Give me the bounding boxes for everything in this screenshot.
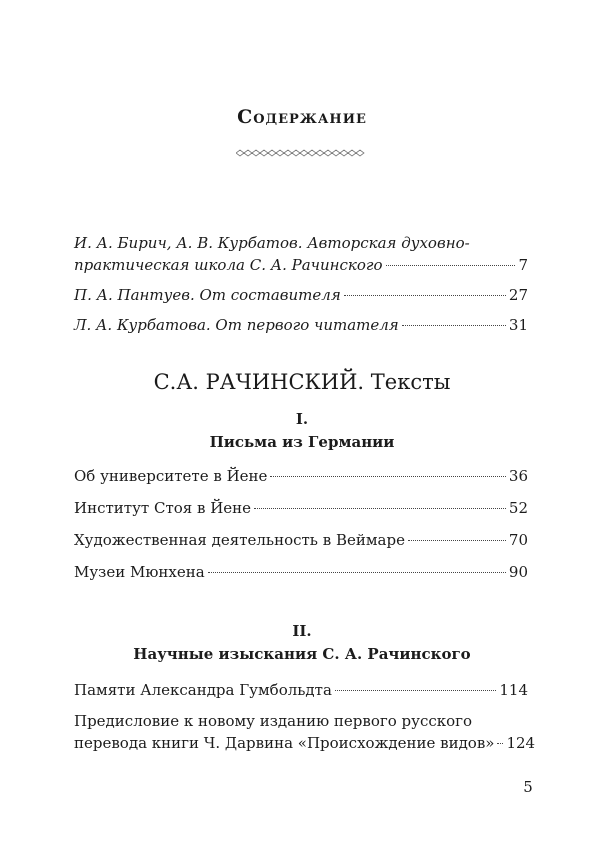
part1-title: Письма из Германии (209, 433, 395, 451)
toc-entry-text: П. А. Пантуев. От составителя (74, 286, 341, 304)
toc-entry-page: 31 (508, 316, 528, 334)
page-number: 5 (523, 778, 533, 796)
toc-entry-text: Институт Стоя в Йене (74, 499, 252, 517)
toc-entry-kurbatova[interactable] (74, 314, 528, 336)
part2-title: Научные изыскания С. А. Рачинского (133, 645, 471, 663)
dot-leader (254, 508, 506, 509)
toc-entry-text: Об университете в Йене (74, 467, 268, 485)
toc-entry-humboldt[interactable] (74, 679, 528, 701)
decorative-ornament-icon (236, 149, 368, 157)
toc-entry-text-line2: практическая школа С. А. Рачинского (74, 256, 383, 274)
dot-leader (270, 476, 506, 477)
toc-entry-page: 90 (508, 563, 528, 581)
toc-entry-text: Л. А. Курбатова. От первого читателя (74, 316, 399, 334)
toc-entry-text: Художественная деятельность в Веймаре (74, 531, 405, 549)
dot-leader (208, 572, 506, 573)
toc-entry-pantuev[interactable] (74, 284, 528, 306)
toc-entry-page: 52 (508, 499, 528, 517)
contents-heading: Содержание (237, 106, 367, 128)
toc-entry-page: 27 (508, 286, 528, 304)
toc-entry-text-line1: Предисловие к новому изданию первого русского (74, 712, 473, 730)
dot-leader (408, 540, 506, 541)
toc-entry-page: 7 (518, 256, 528, 274)
toc-entry-page: 36 (508, 467, 528, 485)
dot-leader (386, 265, 516, 266)
dot-leader (335, 690, 496, 691)
toc-entry-weimar[interactable] (74, 529, 528, 551)
toc-entry-text: Музеи Мюнхена (74, 563, 205, 581)
toc-entry-text-line2: перевода книги Ч. Дарвина «Происхождение видов» (74, 734, 495, 752)
toc-entry-stoy-institute[interactable] (74, 497, 528, 519)
dot-leader (497, 743, 503, 744)
part2-numeral: II. (292, 622, 312, 640)
dot-leader (402, 325, 506, 326)
part1-numeral: I. (295, 410, 309, 428)
toc-entry-page: 70 (508, 531, 528, 549)
toc-entry-jena-university[interactable] (74, 465, 528, 487)
toc-entry-munich-museums[interactable] (74, 561, 528, 583)
toc-entry-text-line1: И. А. Бирич, А. В. Курбатов. Авторская духовно- (74, 234, 470, 252)
toc-entry-page: 114 (499, 681, 528, 699)
toc-entry-page: 124 (506, 734, 536, 752)
dot-leader (344, 295, 506, 296)
section-title: С.А. РАЧИНСКИЙ. Тексты (153, 370, 451, 394)
toc-entry-darwin-preface[interactable] (74, 710, 536, 754)
toc-entry-text: Памяти Александра Гумбольдта (74, 681, 332, 699)
toc-entry-birich[interactable] (74, 232, 528, 276)
